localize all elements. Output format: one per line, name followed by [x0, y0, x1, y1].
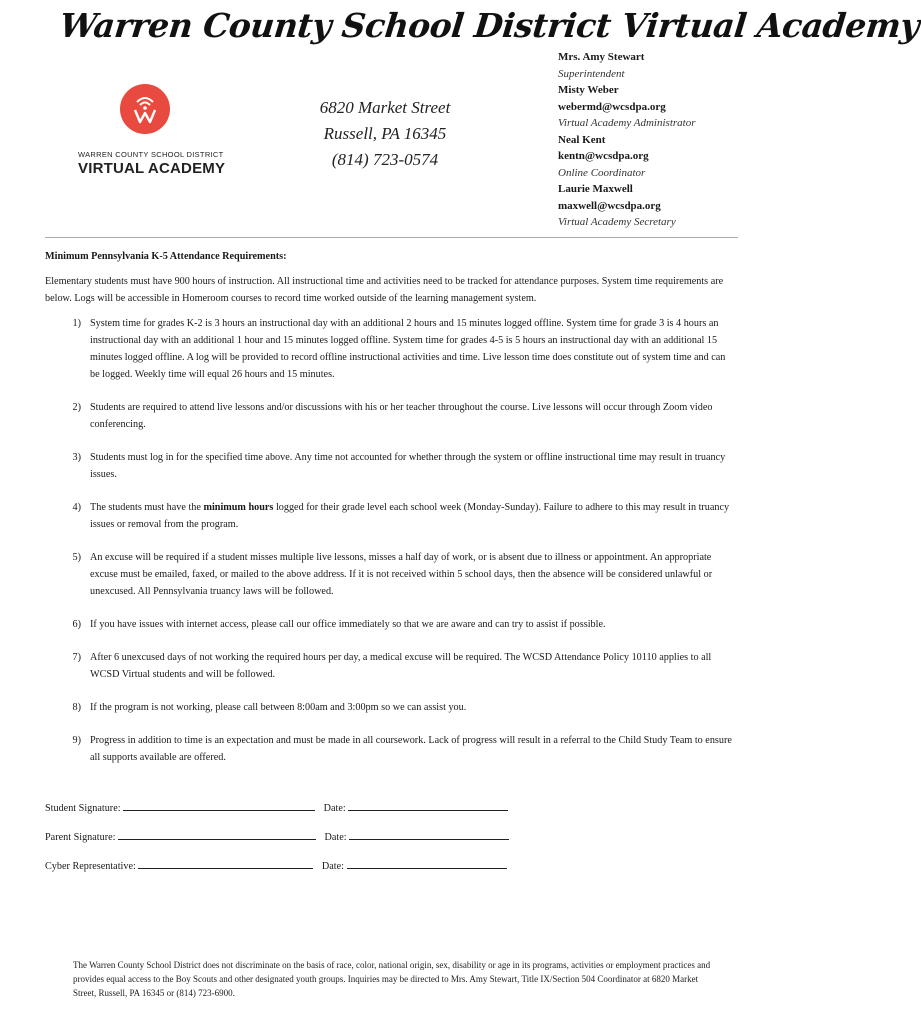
student-signature-field[interactable]: [123, 800, 315, 811]
list-text: An excuse will be required if a student misses multiple live lessons, misses a half day of work, or is absent due to illness or appointment. An appropriate excuse must be emailed, faxed, or mailed to the above address. If it is not received within 5 school days, then the absence will be considered unlawful or unexcused. All Pennsylvania truancy laws will be followed.: [90, 552, 713, 597]
list-item: [45, 315, 735, 383]
address-block: [300, 95, 470, 173]
list-number: 3): [72, 452, 81, 463]
signature-label: Parent Signature:: [45, 832, 116, 843]
contact-email[interactable]: maxwell@wcsdpa.org: [558, 199, 661, 212]
signature-row: [45, 858, 507, 872]
list-item: [45, 616, 735, 633]
cyber-rep-date-field[interactable]: [347, 858, 507, 869]
date-label: Date:: [323, 803, 346, 814]
logo-district-name: WARREN COUNTY SCHOOL DISTRICT: [78, 150, 224, 159]
list-number: 4): [72, 502, 81, 513]
contact-name: Neal Kent: [558, 133, 606, 146]
cyber-rep-signature-field[interactable]: [138, 858, 313, 869]
address-street: 6820 Market Street: [319, 98, 451, 117]
contact-email[interactable]: webermd@wcsdpa.org: [558, 100, 666, 113]
list-item: [45, 699, 735, 716]
emphasis-text: minimum hours: [203, 502, 274, 513]
document-title: Warren County School District Virtual Academy: [57, 6, 921, 45]
list-number: 8): [72, 702, 81, 713]
parent-signature-field[interactable]: [118, 829, 316, 840]
list-text: Progress in addition to time is an expectation and must be made in all coursework. Lack of progress will result in a referral to the Child Study Team to ensure all supports available are offered.: [90, 735, 732, 763]
list-number: 5): [72, 552, 81, 563]
list-item: [45, 549, 735, 600]
contact-role: Virtual Academy Administrator: [558, 117, 696, 129]
list-number: 2): [72, 402, 81, 413]
contact-email[interactable]: kentn@wcsdpa.org: [558, 150, 649, 162]
header-divider: [45, 237, 738, 238]
signature-label: Student Signature:: [45, 803, 121, 814]
requirements-body: [45, 248, 735, 782]
contact-name: Laurie Maxwell: [558, 183, 633, 195]
list-text: After 6 unexcused days of not working the required hours per day, a medical excuse will be required. The WCSD Attendance Policy 10110 applies to all WCSD Virtual students and will be followed.: [90, 652, 712, 680]
contact-name: Mrs. Amy Stewart: [558, 51, 645, 63]
section-heading: Minimum Pennsylvania K-5 Attendance Requirements:: [45, 251, 287, 262]
list-number: 1): [72, 318, 81, 329]
list-number: 7): [72, 652, 81, 663]
logo-academy-name: VIRTUAL ACADEMY: [78, 160, 226, 177]
list-item: [45, 399, 735, 433]
signature-label: Cyber Representative:: [45, 861, 136, 872]
list-text: System time for grades K-2 is 3 hours an instructional day with an additional 2 hours and 15 minutes logged offline. System time for grade 3 is 4 hours an instructional day with an additional 1 hour and 15 minutes logged offline. System time for grades 4-5 is 5 hours an instructional day with an additional 15 minutes logged offline. A log will be provided to record offline instructional activities and time. Live lesson time does constitute out of system time and can be logged. Weekly time will equal 26 hours and 15 minutes.: [90, 318, 726, 380]
address-phone: (814) 723-0574: [331, 150, 439, 169]
date-label: Date:: [321, 861, 344, 872]
list-item: [45, 732, 735, 766]
list-text: Students are required to attend live lessons and/or discussions with his or her teacher throughout the course. Live lessons will occur through Zoom video conferencing.: [90, 402, 713, 430]
intro-paragraph: Elementary students must have 900 hours of instruction. All instructional time and activities need to be tracked for attendance purposes. System time requirements are below. Logs will be accessible in Homeroom courses to record time worked outside of the learning management system.: [45, 276, 724, 304]
date-label: Date:: [324, 832, 347, 843]
list-number: 6): [72, 619, 81, 630]
list-text: If you have issues with internet access, please call our office immediately so that we are aware and can try to assist if possible.: [90, 619, 606, 630]
address-city: Russell, PA 16345: [323, 124, 447, 143]
list-item: [45, 649, 735, 683]
staff-contacts: [558, 49, 763, 231]
student-date-field[interactable]: [348, 800, 508, 811]
contact-role: Virtual Academy Secretary: [558, 216, 676, 228]
district-logo: [78, 84, 226, 184]
parent-date-field[interactable]: [349, 829, 509, 840]
list-item: [45, 499, 735, 533]
nondiscrimination-footer: The Warren County School District does not discriminate on the basis of race, color, national origin, sex, disability or age in its programs, activities or employment practices and provides equal access to the Boy Scouts and other designated youth groups. Inquiries may be directed to Mrs. Amy Stewart, Title IX/Section 504 Coordinator at 6820 Market Street, Russell, PA 16345 or (814) 723-6900.: [73, 960, 711, 998]
contact-role: Online Coordinator: [558, 166, 646, 179]
logo-emblem-icon: [120, 84, 170, 134]
signature-row: [45, 829, 509, 843]
list-text: If the program is not working, please call between 8:00am and 3:00pm so we can assist you.: [90, 702, 467, 713]
contact-name: Misty Weber: [558, 84, 619, 96]
list-text: Students must log in for the specified time above. Any time not accounted for whether through the system or offline instructional time may result in truancy issues.: [90, 452, 726, 480]
list-number: 9): [72, 735, 81, 746]
contact-role: Superintendent: [558, 67, 625, 80]
list-text-part: logged for their grade level each school week (Monday-Sunday). Failure to adhere to this may result in truancy issues or removal from the program.: [90, 502, 730, 530]
list-text-part: The students must have the: [90, 502, 204, 513]
list-item: [45, 449, 735, 483]
list-text: [81, 499, 735, 533]
signature-row: [45, 800, 508, 814]
